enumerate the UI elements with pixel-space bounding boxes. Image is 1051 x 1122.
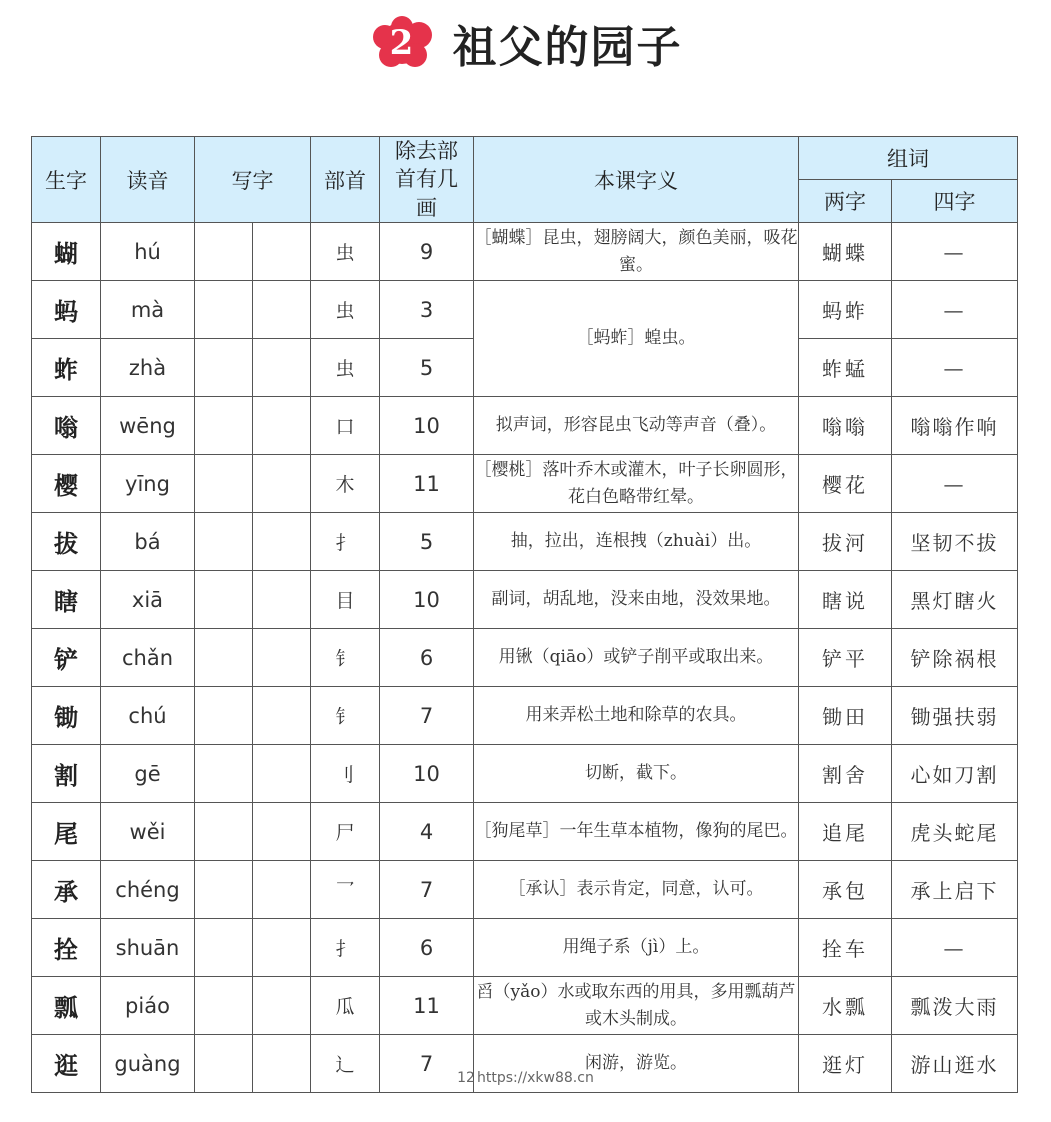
writing-box (195, 281, 253, 339)
character-cell: 瞎 (32, 571, 101, 629)
four-char-word-cell: — (892, 223, 1018, 281)
four-char-word-cell: 嗡嗡作响 (892, 397, 1018, 455)
character-cell: 逛 (32, 1035, 101, 1093)
radical-cell: 虫 (311, 339, 380, 397)
two-char-word-cell: 拔河 (799, 513, 892, 571)
table-row (32, 281, 1018, 339)
meaning-cell: ［樱桃］落叶乔木或灌木，叶子长卵圆形，花白色略带红晕。 (474, 455, 799, 513)
meaning-cell: ［蚂蚱］蝗虫。 (474, 281, 799, 397)
pinyin-cell: bá (101, 513, 195, 571)
meaning-cell: 用锹（qiāo）或铲子削平或取出来。 (474, 629, 799, 687)
stroke-count-cell: 10 (380, 571, 474, 629)
writing-box (195, 455, 253, 513)
writing-box (195, 687, 253, 745)
table-row (32, 223, 1018, 281)
writing-box (253, 513, 311, 571)
writing-box (195, 513, 253, 571)
four-char-word-cell: 坚韧不拔 (892, 513, 1018, 571)
header-words: 组词 (799, 137, 1018, 180)
two-char-word-cell: 蚱蜢 (799, 339, 892, 397)
writing-box (253, 803, 311, 861)
two-char-word-cell: 嗡嗡 (799, 397, 892, 455)
table-row (32, 745, 1018, 803)
writing-box (253, 281, 311, 339)
character-cell: 拔 (32, 513, 101, 571)
four-char-word-cell: 黑灯瞎火 (892, 571, 1018, 629)
writing-box (195, 629, 253, 687)
pinyin-cell: yīng (101, 455, 195, 513)
stroke-count-cell: 7 (380, 1035, 474, 1093)
radical-cell: 钅 (311, 687, 380, 745)
four-char-word-cell: 心如刀割 (892, 745, 1018, 803)
header-two-char-words: 两字 (799, 180, 892, 223)
four-char-word-cell: — (892, 919, 1018, 977)
stroke-count-cell: 3 (380, 281, 474, 339)
character-cell: 锄 (32, 687, 101, 745)
two-char-word-cell: 追尾 (799, 803, 892, 861)
character-cell: 蝴 (32, 223, 101, 281)
radical-cell: 虫 (311, 281, 380, 339)
two-char-word-cell: 水瓢 (799, 977, 892, 1035)
pinyin-cell: mà (101, 281, 195, 339)
writing-box (195, 803, 253, 861)
stroke-count-cell: 10 (380, 397, 474, 455)
meaning-cell: ［狗尾草］一年生草本植物，像狗的尾巴。 (474, 803, 799, 861)
pinyin-cell: wěi (101, 803, 195, 861)
table-row (32, 397, 1018, 455)
writing-box (253, 455, 311, 513)
two-char-word-cell: 承包 (799, 861, 892, 919)
page-number: 12 (457, 1070, 475, 1086)
source-url: https://xkw88.cn (476, 1070, 594, 1086)
radical-cell: 辶 (311, 1035, 380, 1093)
header-pinyin: 读音 (101, 137, 195, 223)
four-char-word-cell: 游山逛水 (892, 1035, 1018, 1093)
stroke-count-cell: 7 (380, 861, 474, 919)
lesson-number: 2 (389, 23, 414, 63)
character-cell: 蚱 (32, 339, 101, 397)
pinyin-cell: zhà (101, 339, 195, 397)
table-row (32, 629, 1018, 687)
radical-cell: 目 (311, 571, 380, 629)
radical-cell: 扌 (311, 919, 380, 977)
pinyin-cell: gē (101, 745, 195, 803)
header-radical: 部首 (311, 137, 380, 223)
radical-cell: 钅 (311, 629, 380, 687)
two-char-word-cell: 樱花 (799, 455, 892, 513)
character-cell: 承 (32, 861, 101, 919)
four-char-word-cell: 铲除祸根 (892, 629, 1018, 687)
writing-box (195, 745, 253, 803)
header-meaning: 本课字义 (474, 137, 799, 223)
meaning-cell: 闲游，游览。 (474, 1035, 799, 1093)
radical-cell: 扌 (311, 513, 380, 571)
character-cell: 樱 (32, 455, 101, 513)
writing-box (253, 571, 311, 629)
radical-cell: 刂 (311, 745, 380, 803)
pinyin-cell: xiā (101, 571, 195, 629)
four-char-word-cell: — (892, 455, 1018, 513)
stroke-count-cell: 7 (380, 687, 474, 745)
character-cell: 割 (32, 745, 101, 803)
vocabulary-table (31, 136, 1018, 1093)
character-cell: 嗡 (32, 397, 101, 455)
lesson-number-badge (369, 15, 435, 71)
radical-cell: 木 (311, 455, 380, 513)
writing-box (253, 745, 311, 803)
two-char-word-cell: 锄田 (799, 687, 892, 745)
stroke-count-cell: 5 (380, 339, 474, 397)
writing-box (195, 397, 253, 455)
writing-box (253, 687, 311, 745)
four-char-word-cell: 瓢泼大雨 (892, 977, 1018, 1035)
four-char-word-cell: 锄强扶弱 (892, 687, 1018, 745)
header-four-char-words: 四字 (892, 180, 1018, 223)
four-char-word-cell: 虎头蛇尾 (892, 803, 1018, 861)
writing-box (253, 861, 311, 919)
radical-cell: 乛 (311, 861, 380, 919)
meaning-cell: 用绳子系（jì）上。 (474, 919, 799, 977)
two-char-word-cell: 瞎说 (799, 571, 892, 629)
character-cell: 铲 (32, 629, 101, 687)
header-strokes (380, 137, 474, 223)
header-char: 生字 (32, 137, 101, 223)
writing-box (253, 629, 311, 687)
writing-box (195, 861, 253, 919)
lesson-title (0, 8, 1051, 78)
two-char-word-cell: 蝴蝶 (799, 223, 892, 281)
pinyin-cell: wēng (101, 397, 195, 455)
pinyin-cell: chǎn (101, 629, 195, 687)
stroke-count-cell: 5 (380, 513, 474, 571)
character-cell: 拴 (32, 919, 101, 977)
meaning-cell: 用来弄松土地和除草的农具。 (474, 687, 799, 745)
two-char-word-cell: 拴车 (799, 919, 892, 977)
meaning-cell: ［承认］表示肯定，同意，认可。 (474, 861, 799, 919)
stroke-count-cell: 11 (380, 455, 474, 513)
pinyin-cell: hú (101, 223, 195, 281)
meaning-cell: 舀（yǎo）水或取东西的用具，多用瓢葫芦或木头制成。 (474, 977, 799, 1035)
character-cell: 瓢 (32, 977, 101, 1035)
meaning-cell: 拟声词，形容昆虫飞动等声音（叠）。 (474, 397, 799, 455)
table-row (32, 687, 1018, 745)
radical-cell: 虫 (311, 223, 380, 281)
writing-box (253, 339, 311, 397)
table-row (32, 803, 1018, 861)
writing-box (195, 339, 253, 397)
vocabulary-body (32, 223, 1018, 1093)
writing-box (253, 919, 311, 977)
header-write: 写字 (195, 137, 311, 223)
two-char-word-cell: 铲平 (799, 629, 892, 687)
two-char-word-cell: 割舍 (799, 745, 892, 803)
radical-cell: 瓜 (311, 977, 380, 1035)
meaning-cell: 副词，胡乱地，没来由地，没效果地。 (474, 571, 799, 629)
writing-box (195, 223, 253, 281)
writing-box (253, 223, 311, 281)
writing-box (253, 977, 311, 1035)
character-cell: 尾 (32, 803, 101, 861)
table-row (32, 919, 1018, 977)
meaning-cell: 切断，截下。 (474, 745, 799, 803)
pinyin-cell: chú (101, 687, 195, 745)
four-char-word-cell: — (892, 339, 1018, 397)
pinyin-cell: chéng (101, 861, 195, 919)
writing-box (195, 571, 253, 629)
stroke-count-cell: 10 (380, 745, 474, 803)
stroke-count-cell: 11 (380, 977, 474, 1035)
pinyin-cell: guàng (101, 1035, 195, 1093)
table-row (32, 861, 1018, 919)
table-row (32, 571, 1018, 629)
page-title: 祖父的园子 (452, 22, 683, 73)
two-char-word-cell: 逛灯 (799, 1035, 892, 1093)
meaning-cell: 抽，拉出，连根拽（zhuài）出。 (474, 513, 799, 571)
pinyin-cell: piáo (101, 977, 195, 1035)
two-char-word-cell: 蚂蚱 (799, 281, 892, 339)
writing-box (195, 977, 253, 1035)
character-cell: 蚂 (32, 281, 101, 339)
header-strokes-text: 除去部首有几画 (395, 139, 458, 220)
radical-cell: 口 (311, 397, 380, 455)
stroke-count-cell: 4 (380, 803, 474, 861)
stroke-count-cell: 6 (380, 629, 474, 687)
writing-box (253, 397, 311, 455)
stroke-count-cell: 6 (380, 919, 474, 977)
radical-cell: 尸 (311, 803, 380, 861)
page-footer (0, 1070, 1051, 1086)
table-row (32, 455, 1018, 513)
four-char-word-cell: — (892, 281, 1018, 339)
table-row (32, 513, 1018, 571)
stroke-count-cell: 9 (380, 223, 474, 281)
table-row (32, 977, 1018, 1035)
writing-box (195, 919, 253, 977)
meaning-cell: ［蝴蝶］昆虫，翅膀阔大，颜色美丽，吸花蜜。 (474, 223, 799, 281)
pinyin-cell: shuān (101, 919, 195, 977)
four-char-word-cell: 承上启下 (892, 861, 1018, 919)
